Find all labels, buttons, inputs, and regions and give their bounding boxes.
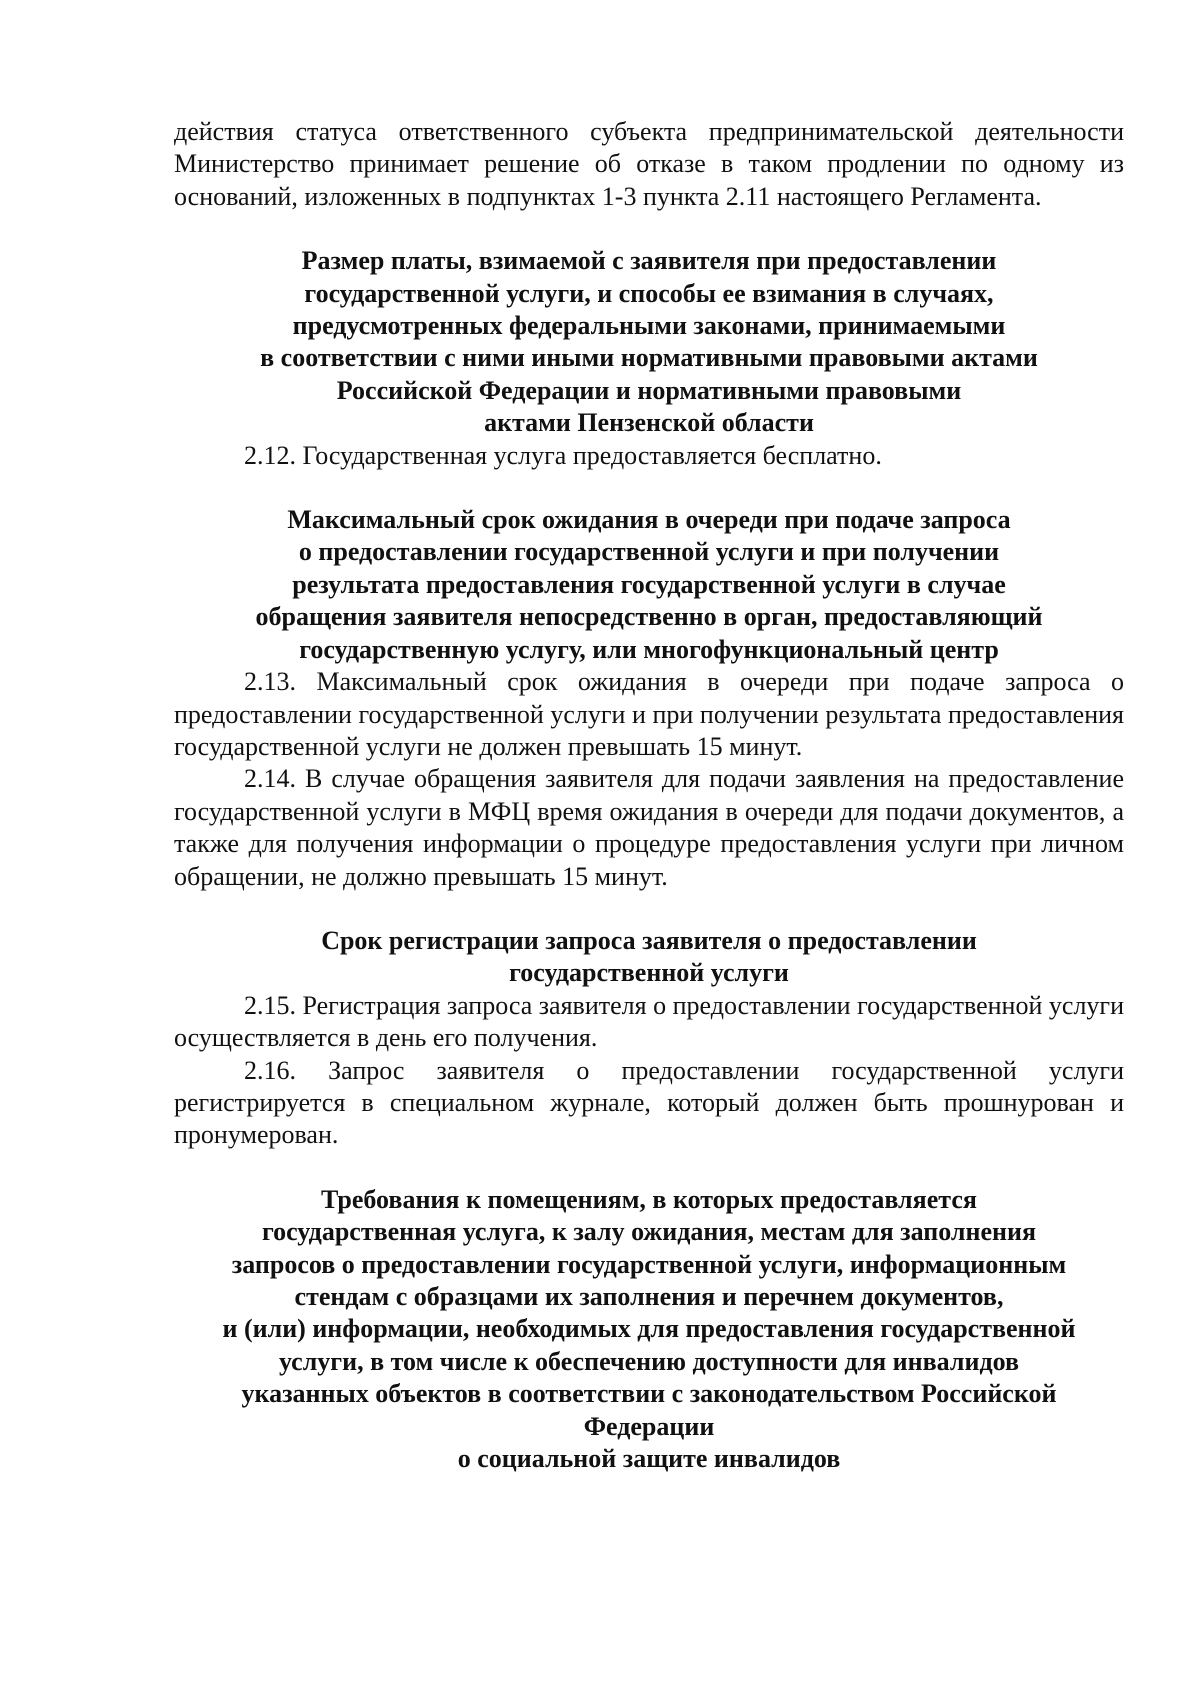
heading-line: указанных объектов в соответствии с законодательством Российской bbox=[241, 1379, 1057, 1409]
paragraph-2-16: 2.16. Запрос заявителя о предоставлении государственной услуги регистрируется в специальном журнале, который должен быть прошнурован и пронумерован. bbox=[174, 1055, 1124, 1150]
heading-line: запросов о предоставлении государственной услуги, информационным bbox=[231, 1249, 1067, 1279]
spacer bbox=[174, 1152, 1124, 1184]
heading-line: о социальной защите инвалидов bbox=[457, 1444, 841, 1474]
heading-line: Федерации bbox=[583, 1411, 715, 1441]
section-heading-queue bbox=[174, 504, 1124, 666]
heading-line: Требования к помещениям, в которых предоставляется bbox=[321, 1184, 977, 1214]
heading-line: государственной услуги, и способы ее взимания в случаях, bbox=[304, 278, 994, 308]
paragraph-2-15: 2.15. Регистрация запроса заявителя о предоставлении государственной услуги осуществляется в день его получения. bbox=[174, 990, 1124, 1053]
heading-line: о предоставлении государственной услуги и при получении bbox=[298, 537, 1000, 567]
heading-line: в соответствии с ними иными нормативными правовыми актами bbox=[260, 343, 1038, 373]
spacer bbox=[174, 213, 1124, 245]
heading-line: государственной услуги bbox=[509, 958, 789, 988]
heading-line: актами Пензенской области bbox=[484, 408, 814, 438]
heading-line: результата предоставления государственной услуги в случае bbox=[292, 569, 1006, 599]
paragraph-2-13: 2.13. Максимальный срок ожидания в очереди при подаче запроса о предоставлении государственной услуги и при получении результата предоставления государственной услуги не должен превышать 15 минут. bbox=[174, 667, 1124, 761]
section-heading-fee bbox=[174, 245, 1124, 439]
continuation-paragraph: действия статуса ответственного субъекта предпринимательской деятельности Министерство принимает решение об отказе в таком продлении по одному из оснований, изложенных в подпунктах 1-3 пункта 2.11 настоящего Регламента. bbox=[174, 117, 1124, 211]
heading-line: Максимальный срок ожидания в очереди при подаче запроса bbox=[287, 505, 1011, 535]
spacer bbox=[174, 893, 1124, 925]
section-heading-premises bbox=[174, 1184, 1124, 1476]
heading-line: государственная услуга, к залу ожидания, местам для заполнения bbox=[261, 1217, 1037, 1247]
heading-line: государственную услугу, или многофункциональный центр bbox=[299, 634, 999, 664]
heading-line: Российской Федерации и нормативными правовыми bbox=[336, 375, 962, 405]
heading-line: услуги, в том числе к обеспечению доступности для инвалидов bbox=[278, 1346, 1020, 1376]
heading-line: обращения заявителя непосредственно в орган, предоставляющий bbox=[255, 602, 1043, 632]
heading-line: Срок регистрации запроса заявителя о предоставлении bbox=[321, 925, 977, 955]
paragraph-2-12: 2.12. Государственная услуга предоставляется бесплатно. bbox=[244, 440, 882, 470]
heading-line: Размер платы, взимаемой с заявителя при предоставлении bbox=[301, 246, 997, 276]
page-content bbox=[174, 116, 1124, 1475]
section-heading-registration bbox=[174, 925, 1124, 990]
heading-line: и (или) информации, необходимых для предоставления государственной bbox=[222, 1314, 1076, 1344]
heading-line: предусмотренных федеральными законами, принимаемыми bbox=[292, 311, 1006, 341]
heading-line: стендам с образцами их заполнения и перечнем документов, bbox=[294, 1282, 1004, 1311]
paragraph-2-14: 2.14. В случае обращения заявителя для подачи заявления на предоставление государственной услуги в МФЦ время ожидания в очереди для подачи документов, а также для получения информации о процедуре предоставления услуги при личном обращении, не должно превышать 15 минут. bbox=[174, 764, 1124, 891]
spacer bbox=[174, 472, 1124, 504]
